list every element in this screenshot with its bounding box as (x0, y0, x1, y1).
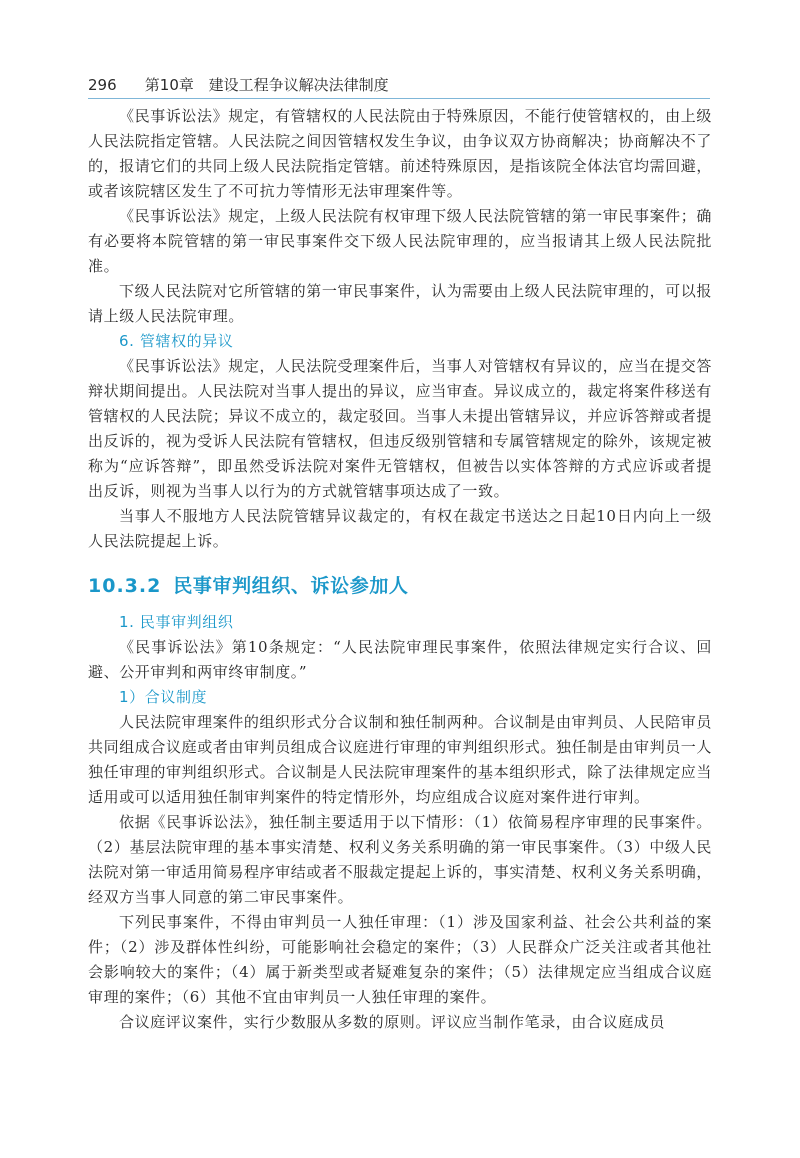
paragraph: 《民事诉讼法》规定，有管辖权的人民法院由于特殊原因，不能行使管辖权的，由上级人民法院指定管辖。人民法院之间因管辖权发生争议，由争议双方协商解决；协商解决不了的，报请它们的共同上级人民法院指定管辖。前述特殊原因，是指该院全体法官均需回避，或者该院辖区发生了不可抗力等情形无法审理案件等。 (88, 107, 713, 200)
paragraph: 《民事诉讼法》规定，人民法院受理案件后，当事人对管辖权有异议的，应当在提交答辩状期间提出。人民法院对当事人提出的异议，应当审查。异议成立的，裁定将案件移送有管辖权的人民法院；异议不成立的，裁定驳回。当事人未提出管辖异议，并应诉答辩或者提出反诉的，视为受诉人民法院有管辖权，但违反级别管辖和专属管辖规定的除外，该规定被称为“应诉答辩”，即虽然受诉法院对案件无管辖权，但被告以实体答辩的方式应诉或者提出反诉，则视为当事人以行为的方式就管辖事项达成了一致。 (88, 357, 713, 500)
paragraph: 当事人不服地方人民法院管辖异议裁定的，有权在裁定书送达之日起10日内向上一级人民法院提起上诉。 (88, 507, 712, 550)
paragraph: 合议庭评议案件，实行少数服从多数的原则。评议应当制作笔录，由合议庭成员 (119, 1013, 666, 1031)
body-text (88, 104, 712, 1035)
paragraph: 《民事诉讼法》第10条规定：“人民法院审理民事案件，依照法律规定实行合议、回避、公开审判和两审终审制度。” (88, 638, 712, 681)
page-number: 296 (88, 76, 117, 94)
paragraph: 人民法院审理案件的组织形式分合议制和独任制两种。合议制是由审判员、人民陪审员共同组成合议庭或者由审判员组成合议庭进行审理的审判组织形式。独任制是由审判员一人独任审理的审判组织形式。合议制是人民法院审理案件的基本组织形式，除了法律规定应当适用或可以适用独任制审判案件的特定情形外，均应组成合议庭对案件进行审判。 (88, 713, 713, 806)
subheading-trial-organization: 1. 民事审判组织 (119, 613, 234, 631)
running-header (88, 74, 708, 95)
header-divider (88, 98, 710, 99)
chapter-title: 建设工程争议解决法律制度 (208, 76, 389, 94)
subheading-jurisdiction-objection: 6. 管辖权的异议 (119, 332, 234, 350)
section-title: 民事审判组织、诉讼参加人 (173, 575, 409, 597)
paragraph: 下列民事案件，不得由审判员一人独任审理：（1）涉及国家利益、社会公共利益的案件；（2）涉及群体性纠纷，可能影响社会稳定的案件；（3）人民群众广泛关注或者其他社会影响较大的案件；（4）属于新类型或者疑难复杂的案件；（5）法律规定应当组成合议庭审理的案件；（6）其他不宜由审判员一人独任审理的案件。 (88, 913, 712, 1006)
section-heading (88, 572, 712, 600)
paragraph: 下级人民法院对它所管辖的第一审民事案件，认为需要由上级人民法院审理的，可以报请上级人民法院审理。 (88, 282, 712, 325)
chapter-label: 第10章 (144, 76, 194, 94)
paragraph: 《民事诉讼法》规定，上级人民法院有权审理下级人民法院管辖的第一审民事案件；确有必要将本院管辖的第一审民事案件交下级人民法院审理的，应当报请其上级人民法院批准。 (88, 207, 712, 275)
section-number: 10.3.2 (88, 575, 162, 597)
paragraph: 依据《民事诉讼法》，独任制主要适用于以下情形：（1）依简易程序审理的民事案件。（2）基层法院审理的基本事实清楚、权利义务关系明确的第一审民事案件。（3）中级人民法院对第一审适用简易程序审结或者不服裁定提起上诉的，事实清楚、权利义务关系明确，经双方当事人同意的第二审民事案件。 (88, 813, 713, 906)
subheading-collegial-system: 1）合议制度 (119, 688, 208, 706)
